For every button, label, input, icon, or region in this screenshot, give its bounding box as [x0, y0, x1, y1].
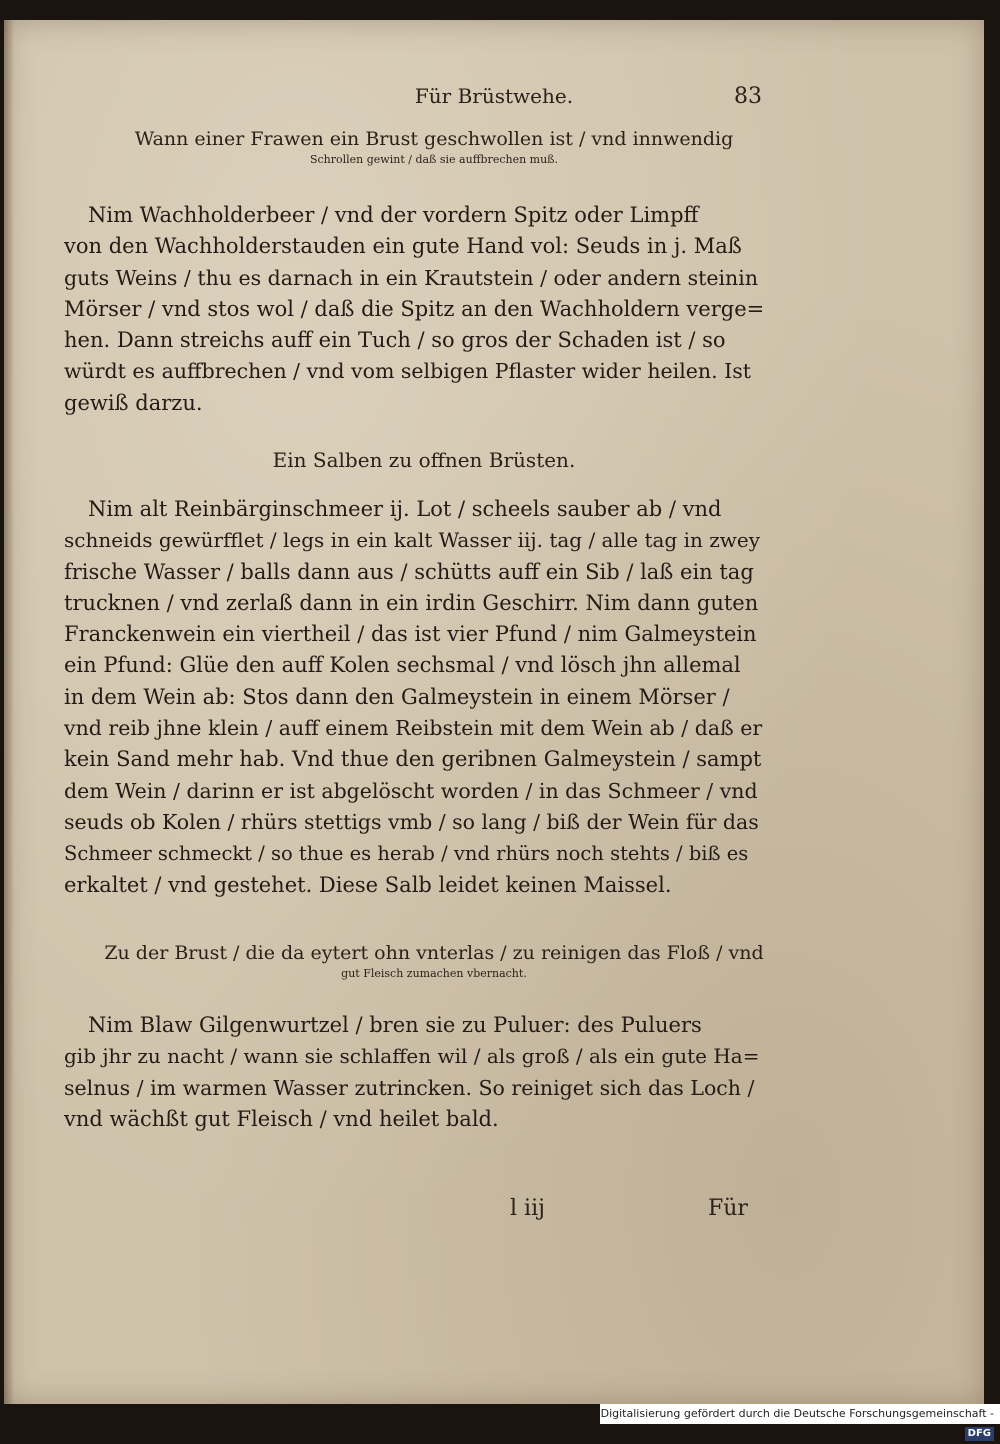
- paragraph-line: frische Wasser / balls dann aus / schütts auff ein Sib / laß ein tag: [64, 559, 754, 584]
- paragraph-line: Nim alt Reinbärginschmeer ij. Lot / scheels sauber ab / vnd: [88, 497, 722, 521]
- paragraph-line: trucknen / vnd zerlaß dann in ein irdin Geschirr. Nim dann guten: [64, 590, 759, 615]
- paragraph-line: guts Weins / thu es darnach in ein Krautstein / oder andern steinin: [64, 265, 759, 290]
- page-number: 83: [734, 84, 762, 109]
- paragraph-line: kein Sand mehr hab. Vnd thue den geribnen Galmeystein / sampt: [64, 747, 762, 772]
- paragraph-line: hen. Dann streichs auff ein Tuch / so gros der Schaden ist / so: [64, 328, 726, 353]
- paragraph-line: erkaltet / vnd gestehet. Diese Salb leidet keinen Maissel.: [64, 872, 672, 897]
- dfg-logo-icon: DFG: [965, 1427, 994, 1441]
- section3-heading: [84, 940, 784, 982]
- section1-heading-sub: Schrollen gewint / daß sie auffbrechen muß.: [309, 153, 559, 166]
- paragraph-line: ein Pfund: Glüe den auff Kolen sechsmal / vnd lösch jhn allemal: [64, 653, 741, 678]
- paragraph-line: gewiß darzu.: [64, 390, 203, 415]
- paragraph-line: Nim Blaw Gilgenwurtzel / bren sie zu Puluer: des Puluers: [88, 1013, 702, 1037]
- page-edge-shadow: [4, 20, 14, 1404]
- paragraph-line: seuds ob Kolen / rhürs stettigs vmb / so lang / biß der Wein für das: [64, 809, 759, 834]
- running-head: [4, 84, 984, 108]
- paragraph-line: gib jhr zu nacht / wann sie schlaffen wil / als groß / als ein gute Ha=: [64, 1044, 760, 1069]
- digitization-footer: [600, 1404, 1000, 1439]
- section1-heading-main: Wann einer Frawen ein Brust geschwollen ist / vnd innwendig: [134, 128, 734, 150]
- catchword: Für: [708, 1196, 748, 1221]
- section2-title: Ein Salben zu offnen Brüsten.: [272, 448, 576, 472]
- section3-heading-main: Zu der Brust / die da eytert ohn vnterlas / zu reinigen das Floß / vnd: [104, 942, 764, 964]
- signature-mark: l iij: [510, 1196, 545, 1221]
- paragraph-line: Schmeer schmeckt / so thue es herab / vnd rhürs noch stehts / biß es: [64, 842, 749, 866]
- book-page: [4, 20, 984, 1404]
- paragraph-line: von den Wachholderstauden ein gute Hand vol: Seuds in j. Maß: [64, 234, 742, 259]
- paragraph-line: dem Wein / darinn er ist abgelöscht worden / in das Schmeer / vnd: [64, 778, 758, 803]
- paragraph-line: Franckenwein ein viertheil / das ist vier Pfund / nim Galmeystein: [64, 622, 757, 647]
- section2-paragraph: [64, 494, 764, 901]
- paragraph-line: in dem Wein ab: Stos dann den Galmeystein in einem Mörser /: [64, 684, 730, 709]
- paragraph-line: selnus / im warmen Wasser zutrincken. So reiniget sich das Loch /: [64, 1075, 755, 1100]
- section3-paragraph: [64, 1010, 764, 1135]
- section1-heading: [84, 126, 784, 168]
- section1-paragraph: [64, 200, 764, 419]
- section3-heading-sub: gut Fleisch zumachen vbernacht.: [341, 967, 527, 980]
- footer-text: Digitalisierung gefördert durch die Deutsche Forschungsgemeinschaft -: [600, 1407, 994, 1420]
- paragraph-line: Mörser / vnd stos wol / daß die Spitz an den Wachholdern verge=: [64, 296, 764, 321]
- running-head-text: Für Brüstwehe.: [414, 84, 574, 108]
- paragraph-line: Nim Wachholderbeer / vnd der vordern Spitz oder Limpff: [88, 203, 699, 227]
- paragraph-line: vnd wächßt gut Fleisch / vnd heilet bald.: [64, 1106, 499, 1131]
- paragraph-line: vnd reib jhne klein / auff einem Reibstein mit dem Wein ab / daß er: [64, 716, 763, 741]
- paragraph-line: würdt es auffbrechen / vnd vom selbigen Pflaster wider heilen. Ist: [64, 359, 752, 384]
- paragraph-line: schneids gewürfflet / legs in ein kalt Wasser iij. tag / alle tag in zwey: [64, 528, 761, 553]
